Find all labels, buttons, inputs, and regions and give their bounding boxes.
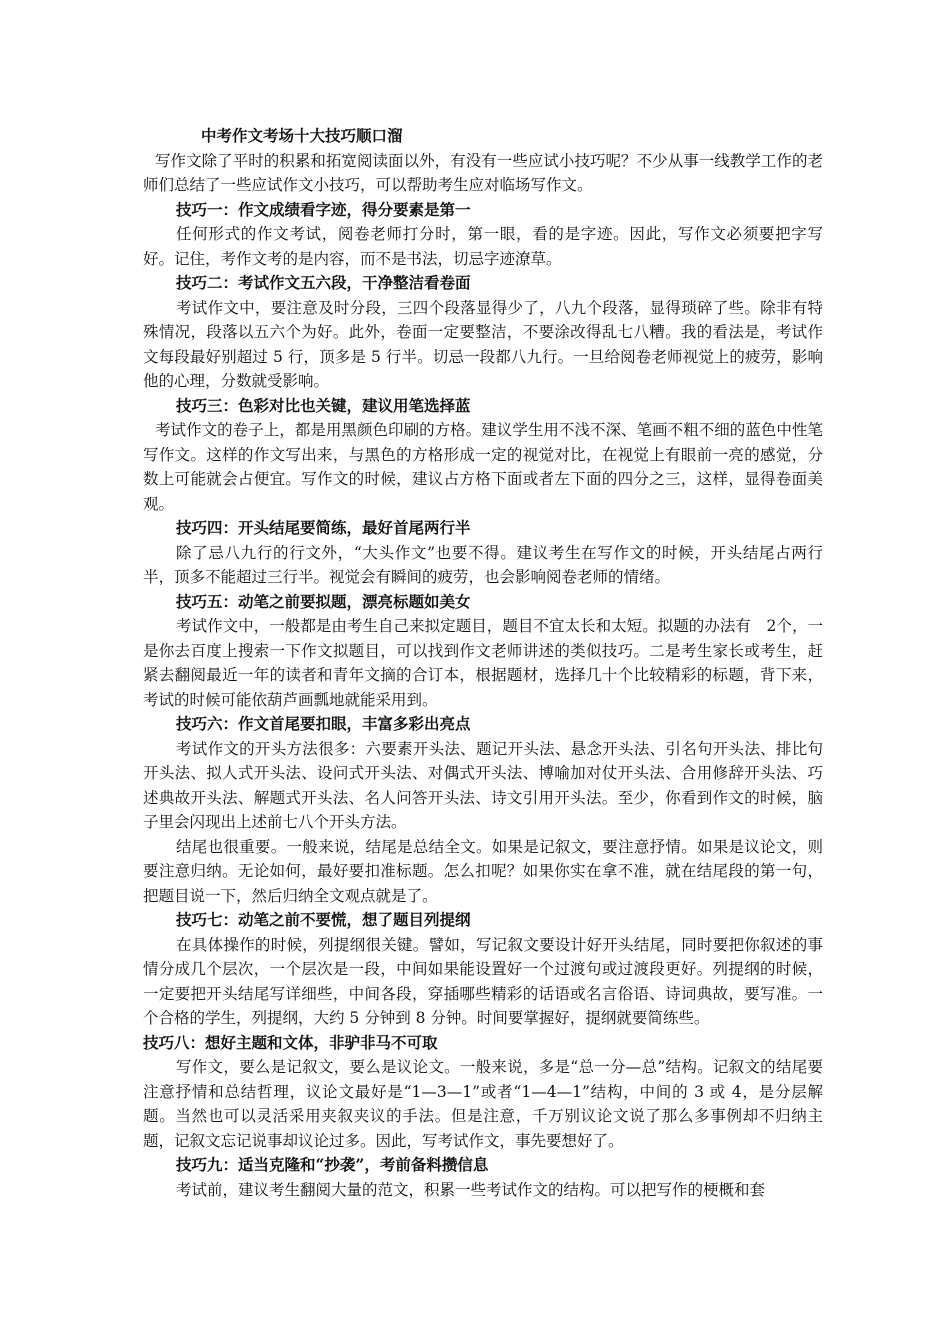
tip-paragraph: 写作文，要么是记叙文，要么是议论文。一般来说，多是“总一分—总”结构。记叙文的结尾要注意抒情和总结哲理，议论文最好是“1—3—1”或者“1—4—1”结构，中间的 3 或 4，是分层解题。当然也可以灵活采用夹叙夹议的手法。但是注意，千万别议论文说了那么多事例却不归纳主题，记叙文忘记说事却议论过多。因此，写考试作文，事先要想好了。 <box>143 1058 823 1150</box>
tip-paragraph: 除了忌八九行的行文外，“大头作文”也要不得。建议考生在写作文的时候，开头结尾占两行半，顶多不能超过三行半。视觉会有瞬间的疲劳，也会影响阅卷老师的情绪。 <box>143 543 823 586</box>
tip-paragraph: 在具体操作的时候，列提纲很关键。譬如，写记叙文要设计好开头结尾，同时要把你叙述的事情分成几个层次，一个层次是一段，中间如果能设置好一个过渡句或过渡段更好。列提纲的时候，一定要把开头结尾写详细些，中间各段，穿插哪些精彩的话语或名言俗语、诗词典故，要写准。一个合格的学生，列提纲，大约 5 分钟到 8 分钟。时间要掌握好，提纲就要简练些。 <box>143 935 823 1027</box>
tip-heading: 技巧八：想好主题和文体，非驴非马不可取 <box>143 1032 438 1052</box>
intro-paragraph: 写作文除了平时的积累和拓宽阅读面以外，有没有一些应试小技巧呢？不少从事一线教学工作的老师们总结了一些应试作文小技巧，可以帮助考生应对临场写作文。 <box>143 151 823 194</box>
tip-heading: 技巧三：色彩对比也关键，建议用笔选择蓝 <box>176 395 471 415</box>
tip-paragraph: 考试作文的开头方法很多：六要素开头法、题记开头法、悬念开头法、引名句开头法、排比句开头法、拟人式开头法、设问式开头法、对偶式开头法、博喻加对仗开头法、合用修辞开头法、巧述典故开头法、解题式开头法、名人问答开头法、诗文引用开头法。至少，你看到作文的时候，脑子里会闪现出上述前七八个开头方法。 <box>143 739 823 831</box>
tip-paragraph: 考试前，建议考生翻阅大量的范文，积累一些考试作文的结构。可以把写作的梗概和套 <box>176 1180 766 1199</box>
tip-paragraph: 考试作文中，要注意及时分段，三四个段落显得少了，八九个段落，显得琐碎了些。除非有特殊情况，段落以五六个为好。此外，卷面一定要整洁，不要涂改得乱七八糟。我的看法是，考试作文每段最好别超过 5 行，顶多是 5 行半。切忌一段都八九行。一旦给阅卷老师视觉上的疲劳，影响他的心理，分数就受影响。 <box>143 298 823 390</box>
tip-heading: 技巧五：动笔之前要拟题，漂亮标题如美女 <box>176 591 471 611</box>
document-page <box>143 124 823 1202</box>
tip-paragraph: 任何形式的作文考试，阅卷老师打分时，第一眼，看的是字迹。因此，写作文必须要把字写好。记住，考作文考的是内容，而不是书法，切忌字迹潦草。 <box>143 225 823 268</box>
page-title: 中考作文考场十大技巧顺口溜 <box>201 126 403 145</box>
tip-paragraph: 结尾也很重要。一般来说，结尾是总结全文。如果是记叙文，要注意抒情。如果是议论文，则要注意归纳。无论如何，最好要扣准标题。怎么扣呢？如果你实在拿不准，就在结尾段的第一句，把题目说一下，然后归纳全文观点就是了。 <box>143 837 823 905</box>
tip-heading: 技巧六：作文首尾要扣眼，丰富多彩出亮点 <box>176 714 471 733</box>
tip-heading: 技巧七：动笔之前不要慌，想了题目列提纲 <box>176 910 471 929</box>
tip-paragraph: 考试作文中，一般都是由考生自己来拟定题目，题目不宜太长和太短。拟题的办法有 2个，一是你去百度上搜索一下作文拟题目，可以找到作文老师讲述的类似技巧。二是考生家长或考生，赶紧去翻阅最近一年的读者和青年文摘的合订本，根据题材，选择几十个比较精彩的标题，背下来，考试的时候可能依葫芦画瓢地就能采用到。 <box>143 617 823 709</box>
tip-heading: 技巧九：适当克隆和“抄袭”，考前备料攒信息 <box>176 1155 489 1174</box>
tip-heading: 技巧二：考试作文五六段，干净整洁看卷面 <box>176 273 471 292</box>
tip-paragraph: 考试作文的卷子上，都是用黑颜色印刷的方格。建议学生用不浅不深、笔画不粗不细的蓝色中性笔写作文。这样的作文写出来，与黑色的方格形成一定的视觉对比，在视觉上有眼前一亮的感觉，分数上可能就会占便宜。写作文的时候，建议占方格下面或者左下面的四分之三，这样，显得卷面美观。 <box>143 421 823 513</box>
tip-heading: 技巧四：开头结尾要简练，最好首尾两行半 <box>176 518 471 537</box>
tip-heading: 技巧一：作文成绩看字迹，得分要素是第一 <box>176 199 471 219</box>
